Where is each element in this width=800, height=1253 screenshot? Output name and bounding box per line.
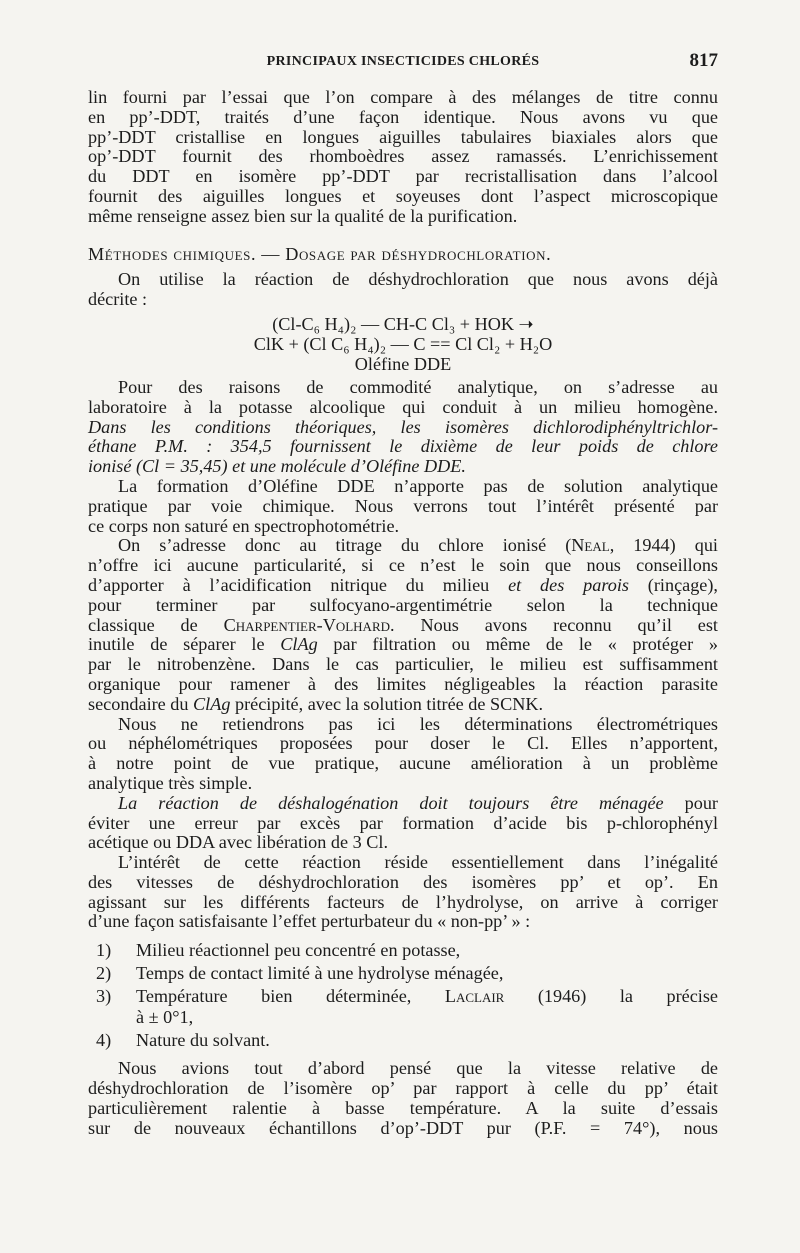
list-number: 2)	[96, 963, 112, 984]
text-line: ionisé (Cl = 35,45) et une molécule d’Oléfine DDE.	[88, 456, 466, 477]
text-line: On s’adresse donc au titrage du chlore ionisé (Neal, 1944) qui	[118, 535, 718, 556]
equation-product-label: Oléfine DDE	[354, 353, 452, 374]
text-line: à ± 0°1,	[136, 1007, 194, 1028]
text-line: Nous avions tout d’abord pensé que la vitesse relative de	[118, 1058, 718, 1079]
text-line: La formation d’Oléfine DDE n’apporte pas de solution analytique	[118, 475, 718, 496]
text-line: Nous ne retiendrons pas ici les déterminations électrométriques	[118, 713, 718, 734]
text-line: sur de nouveaux échantillons d’op’-DDT pur (P.F. = 74°), nous	[88, 1117, 718, 1138]
text-line: décrite :	[88, 289, 148, 310]
list-item	[88, 963, 718, 984]
list-text	[136, 986, 718, 1028]
list-number: 1)	[96, 940, 112, 961]
paragraph-4	[88, 477, 718, 536]
text-line: des vitesses de déshydrochloration des isomères pp’ et op’. En	[88, 871, 718, 892]
paragraph-2	[88, 270, 718, 310]
text-line: classique de Charpentier-Volhard. Nous avons reconnu qu’il est	[88, 614, 718, 635]
section-dash: —	[256, 243, 286, 264]
paragraph-7	[88, 794, 718, 853]
text-line: pp’-DDT cristallise en longues aiguilles tabulaires biaxiales alors que	[88, 126, 718, 147]
text-line: même renseigne assez bien sur la qualité de la purification.	[88, 205, 518, 226]
section-title: Méthodes chimiques.	[88, 243, 257, 264]
text-line: n’offre ici aucune particularité, si ce n’est le soin que nous conseillons	[88, 555, 718, 576]
paragraph-3	[88, 378, 718, 477]
text-line: à notre point de vue pratique, aucune amélioration à un problème	[88, 753, 718, 774]
text-line: lin fourni par l’essai que l’on compare à des mélanges de titre connu	[88, 87, 718, 107]
text-line: Pour des raisons de commodité analytique, on s’adresse au	[118, 376, 718, 397]
text-line: On utilise la réaction de déshydrochloration que nous avons déjà	[118, 269, 718, 290]
text-line: fournit des aiguilles longues et soyeuses dont l’aspect microscopique	[88, 185, 718, 206]
list-number: 3)	[96, 986, 112, 1007]
paragraph-8	[88, 853, 718, 932]
paragraph-1	[88, 88, 718, 227]
list-item	[88, 1030, 718, 1051]
text-line: pour terminer par sulfocyano-argentimétrie selon la technique	[88, 594, 718, 615]
list-number: 4)	[96, 1030, 112, 1051]
text-line: Dans les conditions théoriques, les isomères dichlorodiphényltrichlor-	[88, 416, 718, 437]
list-text: Temps de contact limité à une hydrolyse ménagée,	[136, 963, 504, 984]
text-line: du DDT en isomère pp’-DDT par recristallisation dans l’alcool	[88, 166, 718, 187]
text-line: éthane P.M. : 354,5 fournissent le dixième de leur poids de chlore	[88, 436, 718, 457]
equation-line-1: (Cl-C₆ H₄)₂ — CH-C Cl₃ + HOK ➝	[272, 313, 534, 334]
text-line: pratique par voie chimique. Nous verrons tout l’intérêt présenté par	[88, 495, 718, 516]
text-line: particulièrement ralentie à basse température. A la suite d’essais	[88, 1097, 718, 1118]
text-line: éviter une erreur par excès par formation d’acide bis p-chlorophényl	[88, 812, 718, 833]
section-subtitle: Dosage par déshydrochloration.	[285, 243, 552, 264]
paragraph-9	[88, 1059, 718, 1138]
list-item	[88, 986, 718, 1028]
page-header	[88, 50, 718, 76]
paragraph-6	[88, 715, 718, 794]
text-line: secondaire du ClAg précipité, avec la solution titrée de SCNK.	[88, 693, 544, 714]
text-line: organique pour ramener à des limites négligeables la réaction parasite	[88, 673, 718, 694]
text-line: d’apporter à l’acidification nitrique du milieu et des parois (rinçage),	[88, 574, 718, 595]
running-head: PRINCIPAUX INSECTICIDES CHLORÉS	[266, 54, 540, 69]
list-text: Milieu réactionnel peu concentré en potasse,	[136, 940, 461, 961]
text-line: en pp’-DDT, traités d’une façon identique. Nous avons vu que	[88, 106, 718, 127]
list-text: Nature du solvant.	[136, 1030, 270, 1051]
text-line: d’une façon satisfaisante l’effet perturbateur du « non-pp’ » :	[88, 911, 531, 932]
text-line: analytique très simple.	[88, 772, 253, 793]
body-text	[88, 88, 718, 1138]
text-line: déshydrochloration de l’isomère op’ par rapport à celle du pp’ était	[88, 1078, 718, 1099]
chemical-equation	[88, 314, 718, 374]
paragraph-5	[88, 536, 718, 714]
text-line: inutile de séparer le ClAg par filtration ou même de le « protéger »	[88, 634, 718, 655]
text-line: Température bien déterminée, Laclair (1946) la précise	[136, 986, 718, 1007]
author-name: Neal	[571, 535, 610, 556]
text-line: ou néphélométriques proposées pour doser le Cl. Elles n’apportent,	[88, 733, 718, 754]
author-name: Charpentier-Volhard	[223, 614, 390, 635]
author-name: Laclair	[444, 986, 505, 1007]
text-line: La réaction de déshalogénation doit toujours être ménagée pour	[118, 792, 718, 813]
page-number: 817	[689, 50, 718, 71]
text-line: L’intérêt de cette réaction réside essentiellement dans l’inégalité	[118, 852, 718, 873]
section-heading	[88, 245, 718, 265]
text-line: agissant sur les différents facteurs de l’hydrolyse, on arrive à corriger	[88, 891, 718, 912]
text-line: ce corps non saturé en spectrophotométrie.	[88, 515, 400, 536]
list-item	[88, 940, 718, 961]
factor-list	[88, 940, 718, 1051]
equation-line-2: ClK + (Cl C₆ H₄)₂ — C == Cl Cl₂ + H₂O	[253, 333, 553, 354]
text-line: acétique ou DDA avec libération de 3 Cl.	[88, 832, 388, 853]
text-line: op’-DDT fournit des rhomboèdres assez ramassés. L’enrichissement	[88, 146, 718, 167]
text-line: par le nitrobenzène. Dans le cas particulier, le milieu est suffisamment	[88, 654, 718, 675]
text-line: laboratoire à la potasse alcoolique qui conduit à un milieu homogène.	[88, 396, 718, 417]
